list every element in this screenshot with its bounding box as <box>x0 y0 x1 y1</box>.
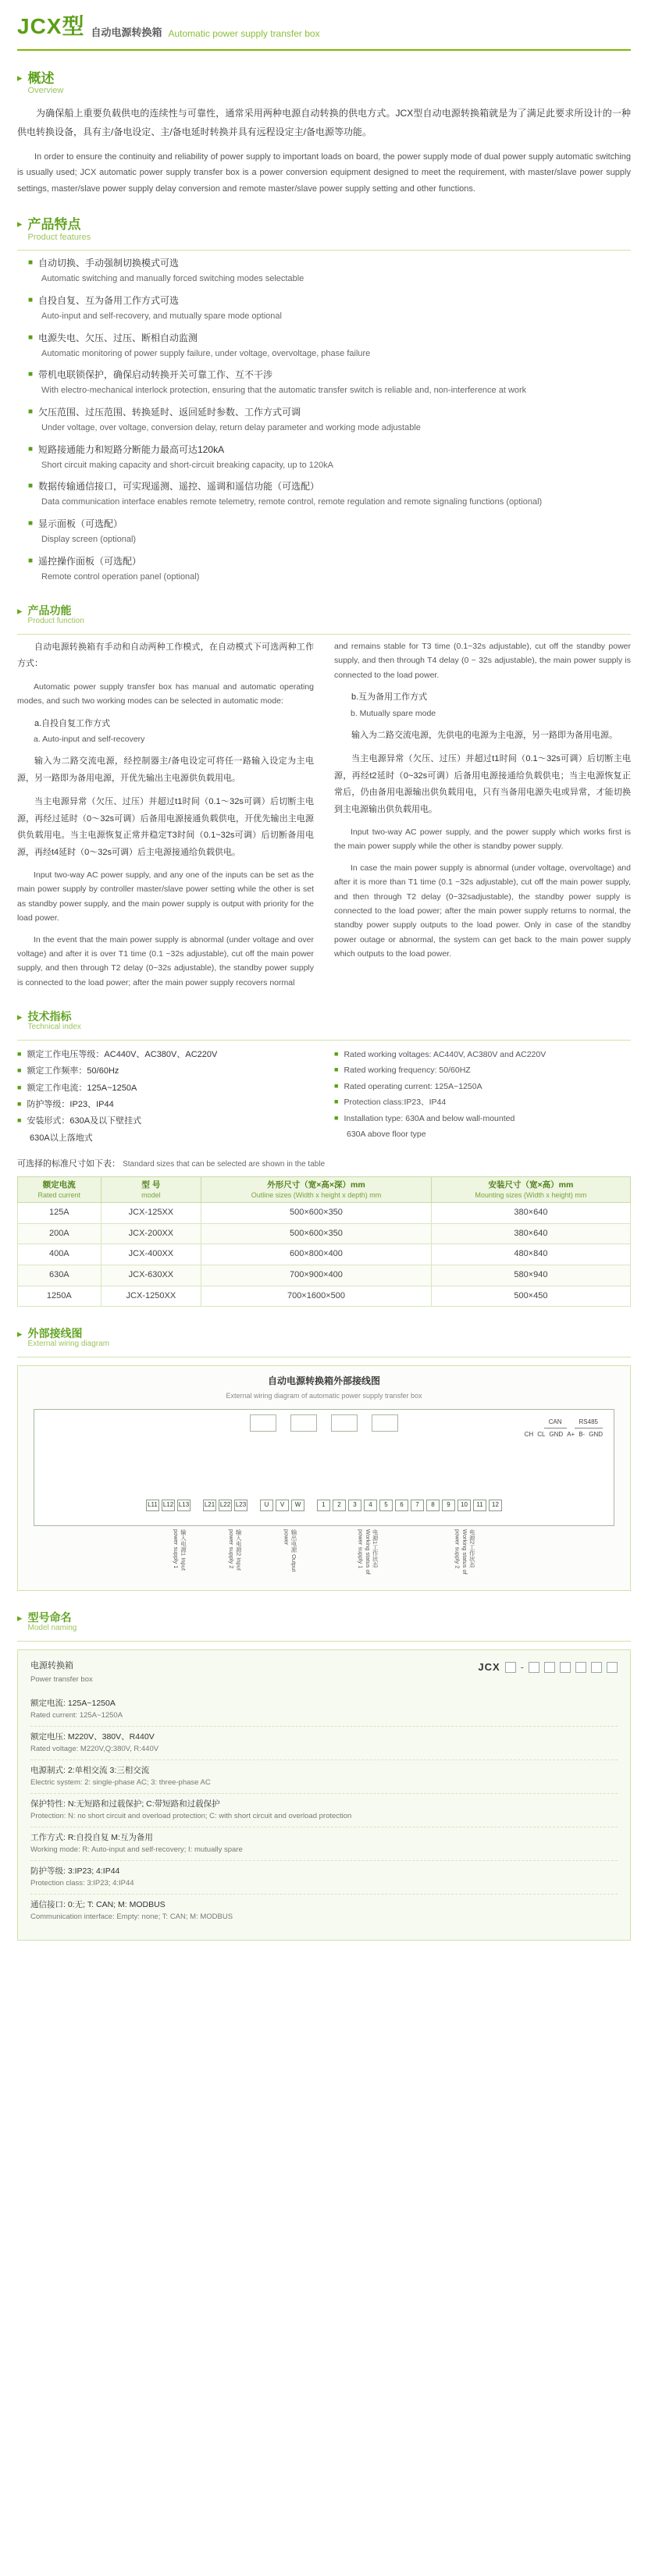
table-cell: JCX-200XX <box>101 1223 201 1244</box>
list-item <box>30 1860 618 1894</box>
table-header-cell <box>18 1176 101 1202</box>
model-row-cn: 额定电压: M220V、380V、R440V <box>30 1731 155 1742</box>
chevron-right-icon: ▸ <box>17 1011 23 1023</box>
model-row-en: Protection: N: no short circuit and overload protection; C: with short circuit and overload protection <box>30 1812 352 1821</box>
square-bullet-icon: ■ <box>17 1049 22 1058</box>
technical-label-cn: 额定工作电压等级：AC440V、AC380V、AC220V <box>27 1049 218 1059</box>
function-heading-en: Product function <box>27 617 84 626</box>
model-row-cn: 保护特性: N:无短路和过载保护; C:带短路和过载保护 <box>30 1799 220 1809</box>
diagram-labels <box>29 1529 619 1578</box>
function-text: 输入为二路交流电源，先供电的电源为主电源，另一路即为备用电源。 <box>351 730 618 740</box>
square-bullet-icon: ■ <box>28 444 34 454</box>
terminal: L11 <box>146 1500 159 1511</box>
function-columns <box>17 639 631 990</box>
function-text: b. Mutually spare mode <box>351 708 436 718</box>
model-code <box>478 1660 618 1676</box>
terminal: L13 <box>177 1500 190 1511</box>
list-item <box>28 293 631 324</box>
technical-label-cn: 防护等级：IP23、IP44 <box>27 1099 114 1109</box>
function-column-right <box>334 639 631 990</box>
breaker-icon <box>372 1414 398 1432</box>
list-item <box>28 442 631 473</box>
table-cell: 630A <box>18 1265 101 1286</box>
diagram-label: 输入电源1 Input power supply 1 <box>173 1529 187 1571</box>
diagram-title-en: External wiring diagram of automatic power supply transfer box <box>226 1391 422 1400</box>
comm-pin: GND <box>589 1431 603 1439</box>
list-item <box>17 1113 314 1130</box>
table-cell: 480×840 <box>431 1244 630 1265</box>
terminal: 11 <box>473 1500 486 1511</box>
technical-label-en: Rated working voltages: AC440V, AC380V and AC220V <box>344 1049 547 1059</box>
terminal: 10 <box>458 1500 471 1511</box>
technical-column-en <box>334 1047 631 1147</box>
function-text: 自动电源转换箱有手动和自动两种工作模式，在自动模式下可选两种工作方式： <box>17 642 314 669</box>
comm-port-group <box>525 1418 603 1440</box>
model-top-label-cn: 电源转换箱 <box>30 1660 73 1670</box>
overview-paragraph-en: In order to ensure the continuity and reliability of power supply to important loads on board, the power supply mode of dual power supply automatic switching is usually used; JCX automatic power supply transfer box is a power conversion equipment designed to meet the requirement, with master/slave power supply settings, master/slave power supply delay conversion and remote master/slave power supply setting and other functions. <box>17 151 631 194</box>
table-cell: JCX-125XX <box>101 1203 201 1224</box>
feature-label-cn: 遥控操作面板（可选配） <box>38 555 142 567</box>
table-header-cn: 安装尺寸（宽×高）mm <box>488 1179 574 1190</box>
table-row <box>18 1244 631 1265</box>
feature-label-en: Auto-input and self-recovery, and mutually spare mode optional <box>41 311 282 321</box>
divider <box>17 250 631 251</box>
list-item <box>17 1080 314 1097</box>
divider <box>17 1641 631 1642</box>
table-header-cn: 型 号 <box>141 1179 161 1190</box>
table-note-cn: 可选择的标准尺寸如下表： <box>17 1159 120 1169</box>
square-bullet-icon: ■ <box>334 1113 339 1122</box>
model-code-slot <box>607 1662 618 1673</box>
comm-pin: A+ <box>567 1431 575 1439</box>
table-cell: 700×900×400 <box>201 1265 432 1286</box>
list-item <box>17 1130 314 1147</box>
model-code-slot <box>575 1662 586 1673</box>
list-item <box>334 1079 631 1094</box>
comm-pin: GND <box>549 1431 564 1439</box>
feature-label-cn: 自投自复、互为备用工作方式可选 <box>38 294 180 306</box>
spec-table <box>17 1176 631 1307</box>
model-row-en: Electric system: 2: single-phase AC; 3: three-phase AC <box>30 1778 211 1788</box>
technical-label-cn: 安装形式：630A及以下壁挂式 <box>27 1116 142 1126</box>
list-item <box>30 1827 618 1860</box>
feature-label-cn: 短路接通能力和短路分断能力最高可达120kA <box>38 443 225 455</box>
list-item <box>17 1097 314 1113</box>
section-title-features <box>17 217 631 242</box>
function-column-left <box>17 639 314 990</box>
technical-label-cn: 630A以上落地式 <box>30 1133 93 1143</box>
table-cell: 380×640 <box>431 1203 630 1224</box>
feature-label-cn: 欠压范围、过压范围、转换延时、返回延时参数、工作方式可调 <box>38 406 301 418</box>
chevron-right-icon: ▸ <box>17 218 23 230</box>
function-text: Input two-way AC power supply, and the power supply which works first is the main power supply while the other is standby power supply. <box>334 827 631 852</box>
table-row <box>18 1203 631 1224</box>
table-row <box>18 1265 631 1286</box>
feature-label-en: Under voltage, over voltage, conversion delay, return delay parameter and working mode adjustable <box>41 422 421 432</box>
feature-label-cn: 带机电联锁保护，确保启动转换开关可靠工作、互不干涉 <box>38 369 273 381</box>
section-title-wiring <box>17 1327 631 1349</box>
terminal: L12 <box>162 1500 175 1511</box>
model-row-cn: 电源制式: 2:单相交流 3:三相交流 <box>30 1765 150 1775</box>
list-item <box>30 1726 618 1759</box>
feature-label-en: Automatic switching and manually forced switching modes selectable <box>41 274 304 284</box>
square-bullet-icon: ■ <box>17 1099 22 1108</box>
function-text: 当主电源异常（欠压、过压）并超过t1时间（0.1～32s可调）后切断主电源，再经t2延时（0~32s可调）后备用电源接通给负载供电；当主电源恢复正常后，仍由备用电源输出供负载用电，只有当备用电源失电或异常，才能切换到主电源输出供负载用电。 <box>334 754 631 814</box>
function-text: 当主电源异常（欠压、过压）并超过t1时间（0.1～32s可调）后切断主电源，再经过延时（0～32s可调）后备用电源接通负载供电，开优先输出主电源供负载用电。当主电源恢复正常并稳定T3时间（0.1~32s可调）后切断备用电源，再经t4延时（0～32s可调）后主电源接通给负载供电。 <box>17 797 314 857</box>
table-header-cn: 外形尺寸（宽×高×深）mm <box>267 1179 365 1190</box>
model-heading-en: Model naming <box>27 1624 77 1633</box>
list-item <box>28 367 631 398</box>
model-row-en: Rated voltage: M220V,Q:380V, R:440V <box>30 1745 159 1754</box>
square-bullet-icon: ■ <box>17 1083 22 1091</box>
square-bullet-icon: ■ <box>28 370 34 379</box>
diagram-title <box>29 1374 619 1402</box>
model-code-slot <box>591 1662 602 1673</box>
function-text: In the event that the main power supply is abnormal (under voltage and over voltage) and after it is over T1 time (0.1 ~32s adjustable), cut off the main power supply, and then through T2 delay (0~32s adjustable), the standby power supply is connected to the load power; after the main power supply recovers normal <box>17 934 314 987</box>
table-header-cell <box>201 1176 432 1202</box>
diagram-title-cn: 自动电源转换箱外部接线图 <box>267 1375 380 1386</box>
square-bullet-icon: ■ <box>28 482 34 491</box>
list-item <box>28 479 631 510</box>
features-heading-en: Product features <box>27 232 91 242</box>
technical-label-en: Rated operating current: 125A~1250A <box>344 1081 482 1091</box>
table-header-en: Rated current <box>37 1191 81 1200</box>
wiring-diagram <box>17 1365 631 1592</box>
can-label: CAN <box>544 1418 567 1429</box>
list-item <box>28 255 631 286</box>
square-bullet-icon: ■ <box>28 556 34 565</box>
wiring-heading-en: External wiring diagram <box>27 1340 110 1349</box>
technical-heading-cn: 技术指标 <box>27 1010 72 1023</box>
terminal: U <box>260 1500 273 1511</box>
chevron-right-icon: ▸ <box>17 1328 23 1340</box>
square-bullet-icon: ■ <box>28 295 34 304</box>
list-item <box>30 1759 618 1793</box>
terminal: L22 <box>219 1500 232 1511</box>
feature-label-en: Remote control operation panel (optional) <box>41 571 200 582</box>
feature-label-en: Short circuit making capacity and short-circuit breaking capacity, up to 120kA <box>41 460 333 470</box>
table-header-en: Mounting sizes (Width x height) mm <box>475 1191 587 1200</box>
model-row-en: Protection class: 3:IP23; 4:IP44 <box>30 1879 134 1888</box>
comm-pin: B- <box>579 1431 586 1439</box>
square-bullet-icon: ■ <box>334 1098 339 1106</box>
section-title-model <box>17 1611 631 1633</box>
table-cell: 200A <box>18 1223 101 1244</box>
square-bullet-icon: ■ <box>334 1081 339 1090</box>
technical-label-en: Installation type: 630A and below wall-mounted <box>344 1113 515 1123</box>
technical-columns <box>17 1047 631 1147</box>
model-row-cn: 额定电流: 125A~1250A <box>30 1698 116 1708</box>
list-item <box>334 1111 631 1126</box>
square-bullet-icon: ■ <box>28 407 34 416</box>
model-row-en: Rated current: 125A~1250A <box>30 1711 123 1720</box>
chevron-right-icon: ▸ <box>17 605 23 617</box>
section-title-technical <box>17 1010 631 1032</box>
table-note-en: Standard sizes that can be selected are shown in the table <box>123 1160 326 1169</box>
diagram-label: 电源2工作状态 Working status of power supply 2 <box>454 1529 476 1575</box>
table-cell: 580×940 <box>431 1265 630 1286</box>
feature-label-en: With electro-mechanical interlock protection, ensuring that the automatic transfer switch is reliable and, non-interference at work <box>41 386 527 396</box>
function-text: In case the main power supply is abnormal (under voltage, overvoltage) and after it is more than T1 time (0.1 ~32s adjustable), cut off the main power supply, and then through T2 delay (0~32sadjustable), the standby power supply is connected to the load power; after the main power supply returns to normal, the standby power supply outputs to the load power. Only in case of the standby power outage or abnormal, the system can get back to the main power supply which outputs to the load power. <box>334 863 631 959</box>
table-row <box>18 1286 631 1307</box>
table-cell: JCX-1250XX <box>101 1286 201 1307</box>
technical-label-en: 630A above floor type <box>347 1129 426 1139</box>
model-code-slot <box>505 1662 516 1673</box>
model-row-en: Working mode: R: Auto-input and self-recovery; I: mutually spare <box>30 1845 243 1855</box>
technical-label-en: Protection class:IP23、IP44 <box>344 1098 447 1108</box>
list-item <box>30 1693 618 1726</box>
model-heading-cn: 型号命名 <box>27 1611 72 1624</box>
model-code-slot <box>544 1662 555 1673</box>
list-item <box>17 1063 314 1080</box>
features-heading-cn: 产品特点 <box>27 217 81 233</box>
list-item <box>334 1126 631 1142</box>
list-item <box>28 553 631 585</box>
table-cell: 500×600×350 <box>201 1223 432 1244</box>
overview-heading-cn: 概述 <box>27 70 55 86</box>
terminal: 1 <box>317 1500 330 1511</box>
terminal: 3 <box>348 1500 361 1511</box>
list-item <box>17 1047 314 1063</box>
table-header-en: model <box>141 1191 161 1200</box>
function-text: a.自投自复工作方式 <box>34 718 111 728</box>
table-cell: 125A <box>18 1203 101 1224</box>
page-title-sub: 自动电源转换箱 <box>91 27 162 38</box>
breaker-icon <box>290 1414 317 1432</box>
table-cell: 1250A <box>18 1286 101 1307</box>
model-code-slot <box>529 1662 539 1673</box>
terminal: 9 <box>442 1500 455 1511</box>
function-text: a. Auto-input and self-recovery <box>34 735 145 745</box>
feature-label-en: Automatic monitoring of power supply failure, under voltage, overvoltage, phase failure <box>41 348 371 358</box>
table-header-cn: 额定电流 <box>42 1179 76 1190</box>
square-bullet-icon: ■ <box>334 1066 339 1074</box>
diagram-label: 输入电源2 Input power supply 2 <box>227 1529 243 1571</box>
square-bullet-icon: ■ <box>17 1066 22 1075</box>
overview-heading-en: Overview <box>27 86 64 96</box>
list-item <box>334 1062 631 1078</box>
list-item <box>28 404 631 436</box>
function-text: Automatic power supply transfer box has manual and automatic operating modes, and such two working modes can be selected in automatic mode: <box>17 681 314 706</box>
model-row-cn: 工作方式: R:自投自复 M:互为备用 <box>30 1832 153 1842</box>
table-header-en: Outline sizes (Width x height x depth) mm <box>251 1191 382 1200</box>
model-header <box>30 1660 618 1685</box>
terminal: 12 <box>489 1500 502 1511</box>
diagram-enclosure <box>34 1409 614 1526</box>
terminal: V <box>276 1500 289 1511</box>
technical-label-cn: 额定工作电流：125A~1250A <box>27 1083 137 1093</box>
list-item <box>334 1094 631 1110</box>
square-bullet-icon: ■ <box>17 1116 22 1125</box>
function-heading-cn: 产品功能 <box>27 604 72 617</box>
list-item <box>30 1793 618 1827</box>
divider <box>17 1040 631 1041</box>
feature-label-cn: 数据传输通信接口，可实现遥测、遥控、遥调和遥信功能（可选配） <box>38 481 320 493</box>
divider <box>17 634 631 635</box>
model-top-label-en: Power transfer box <box>30 1674 93 1684</box>
model-row-cn: 通信接口: 0:无; T: CAN; M: MODBUS <box>30 1899 166 1909</box>
terminal: W <box>291 1500 304 1511</box>
chevron-right-icon: ▸ <box>17 71 23 84</box>
diagram-label: 电源1工作状态 Working status of power supply 1 <box>357 1529 379 1575</box>
function-text: 输入为二路交流电源，经控制器主/备电设定可将任一路输入设定为主电源，另一路即为备用电源，开优先输出主电源供负载用电。 <box>17 756 314 783</box>
table-cell: JCX-630XX <box>101 1265 201 1286</box>
model-naming-box <box>17 1649 631 1941</box>
model-row-en: Communication interface: Empty: none; T: CAN; M: MODBUS <box>30 1912 233 1922</box>
table-cell: 400A <box>18 1244 101 1265</box>
feature-label-en: Display screen (optional) <box>41 535 137 545</box>
model-rows <box>30 1693 618 1927</box>
square-bullet-icon: ■ <box>28 258 34 268</box>
model-code-prefix: JCX <box>478 1660 500 1673</box>
terminal: 7 <box>411 1500 424 1511</box>
table-header-cell <box>101 1176 201 1202</box>
table-note <box>17 1158 631 1172</box>
breaker-icon <box>331 1414 358 1432</box>
table-cell: 700×1600×500 <box>201 1286 432 1307</box>
model-code-dash: - <box>520 1660 524 1673</box>
technical-label-en: Rated working frequency: 50/60HZ <box>344 1066 471 1076</box>
technical-heading-en: Technical index <box>27 1023 81 1032</box>
function-text: Input two-way AC power supply, and any one of the inputs can be set as the main power supply by controller master/slave power setting while the other is set as standby power supply, and the main power supply is output with priority for the load power. <box>17 870 314 923</box>
overview-paragraph-cn: 为确保船上重要负载供电的连续性与可靠性，通常采用两种电源自动转换的供电方式。JCX型自动电源转换箱就是为了满足此要求所设计的一种供电转换设备，具有主/备电设定、主/备电延时转换并具有远程设定主/备电源等功能。 <box>17 107 631 137</box>
model-row-cn: 防护等级: 3:IP23; 4:IP44 <box>30 1866 120 1876</box>
comm-pin: CH <box>524 1431 534 1439</box>
function-text: and remains stable for T3 time (0.1~32s adjustable), cut off the standby power supply, and then through T4 delay (0 ~ 32s adjustable), the main power supply is connected to the load power. <box>334 641 631 680</box>
page-title-cn: JCX型 <box>17 14 85 38</box>
breaker-icon <box>250 1414 276 1432</box>
feature-label-cn: 电源失电、欠压、过压、断相自动监测 <box>38 332 198 343</box>
terminal: 4 <box>364 1500 377 1511</box>
list-item <box>28 330 631 361</box>
square-bullet-icon: ■ <box>28 333 34 342</box>
diagram-label: 输出电源 Output power <box>283 1529 297 1572</box>
technical-column-cn <box>17 1047 314 1147</box>
terminal: L21 <box>203 1500 216 1511</box>
comm-pin: CL <box>537 1431 546 1439</box>
rs485-label: RS485 <box>575 1418 603 1429</box>
table-row <box>18 1223 631 1244</box>
feature-label-cn: 自动切换、手动强制切换模式可选 <box>38 258 180 269</box>
section-title-function <box>17 604 631 626</box>
terminal: 2 <box>333 1500 346 1511</box>
section-title-overview <box>17 71 631 96</box>
table-cell: 500×450 <box>431 1286 630 1307</box>
terminal: L23 <box>234 1500 247 1511</box>
table-header-cell <box>431 1176 630 1202</box>
model-code-slot <box>560 1662 571 1673</box>
terminal: 8 <box>426 1500 440 1511</box>
table-cell: 600×800×400 <box>201 1244 432 1265</box>
feature-list <box>28 255 631 584</box>
table-header-row <box>18 1176 631 1202</box>
feature-label-en: Data communication interface enables remote telemetry, remote control, remote regulation and remote signaling functions (optional) <box>41 497 543 507</box>
terminal: 5 <box>379 1500 393 1511</box>
table-cell: 500×600×350 <box>201 1203 432 1224</box>
square-bullet-icon: ■ <box>28 519 34 528</box>
chevron-right-icon: ▸ <box>17 1612 23 1624</box>
table-cell: JCX-400XX <box>101 1244 201 1265</box>
page-title-en: Automatic power supply transfer box <box>168 27 320 39</box>
feature-label-cn: 显示面板（可选配） <box>38 518 123 530</box>
terminal-row <box>34 1500 614 1511</box>
list-item <box>334 1047 631 1062</box>
terminal: 6 <box>395 1500 408 1511</box>
wiring-heading-cn: 外部接线图 <box>27 1327 83 1340</box>
square-bullet-icon: ■ <box>334 1049 339 1058</box>
list-item <box>28 516 631 547</box>
technical-label-cn: 额定工作频率：50/60Hz <box>27 1066 119 1076</box>
page-header <box>17 9 631 51</box>
table-cell: 380×640 <box>431 1223 630 1244</box>
function-text: b.互为备用工作方式 <box>351 692 428 703</box>
list-item <box>30 1894 618 1927</box>
document-page <box>0 9 648 1964</box>
